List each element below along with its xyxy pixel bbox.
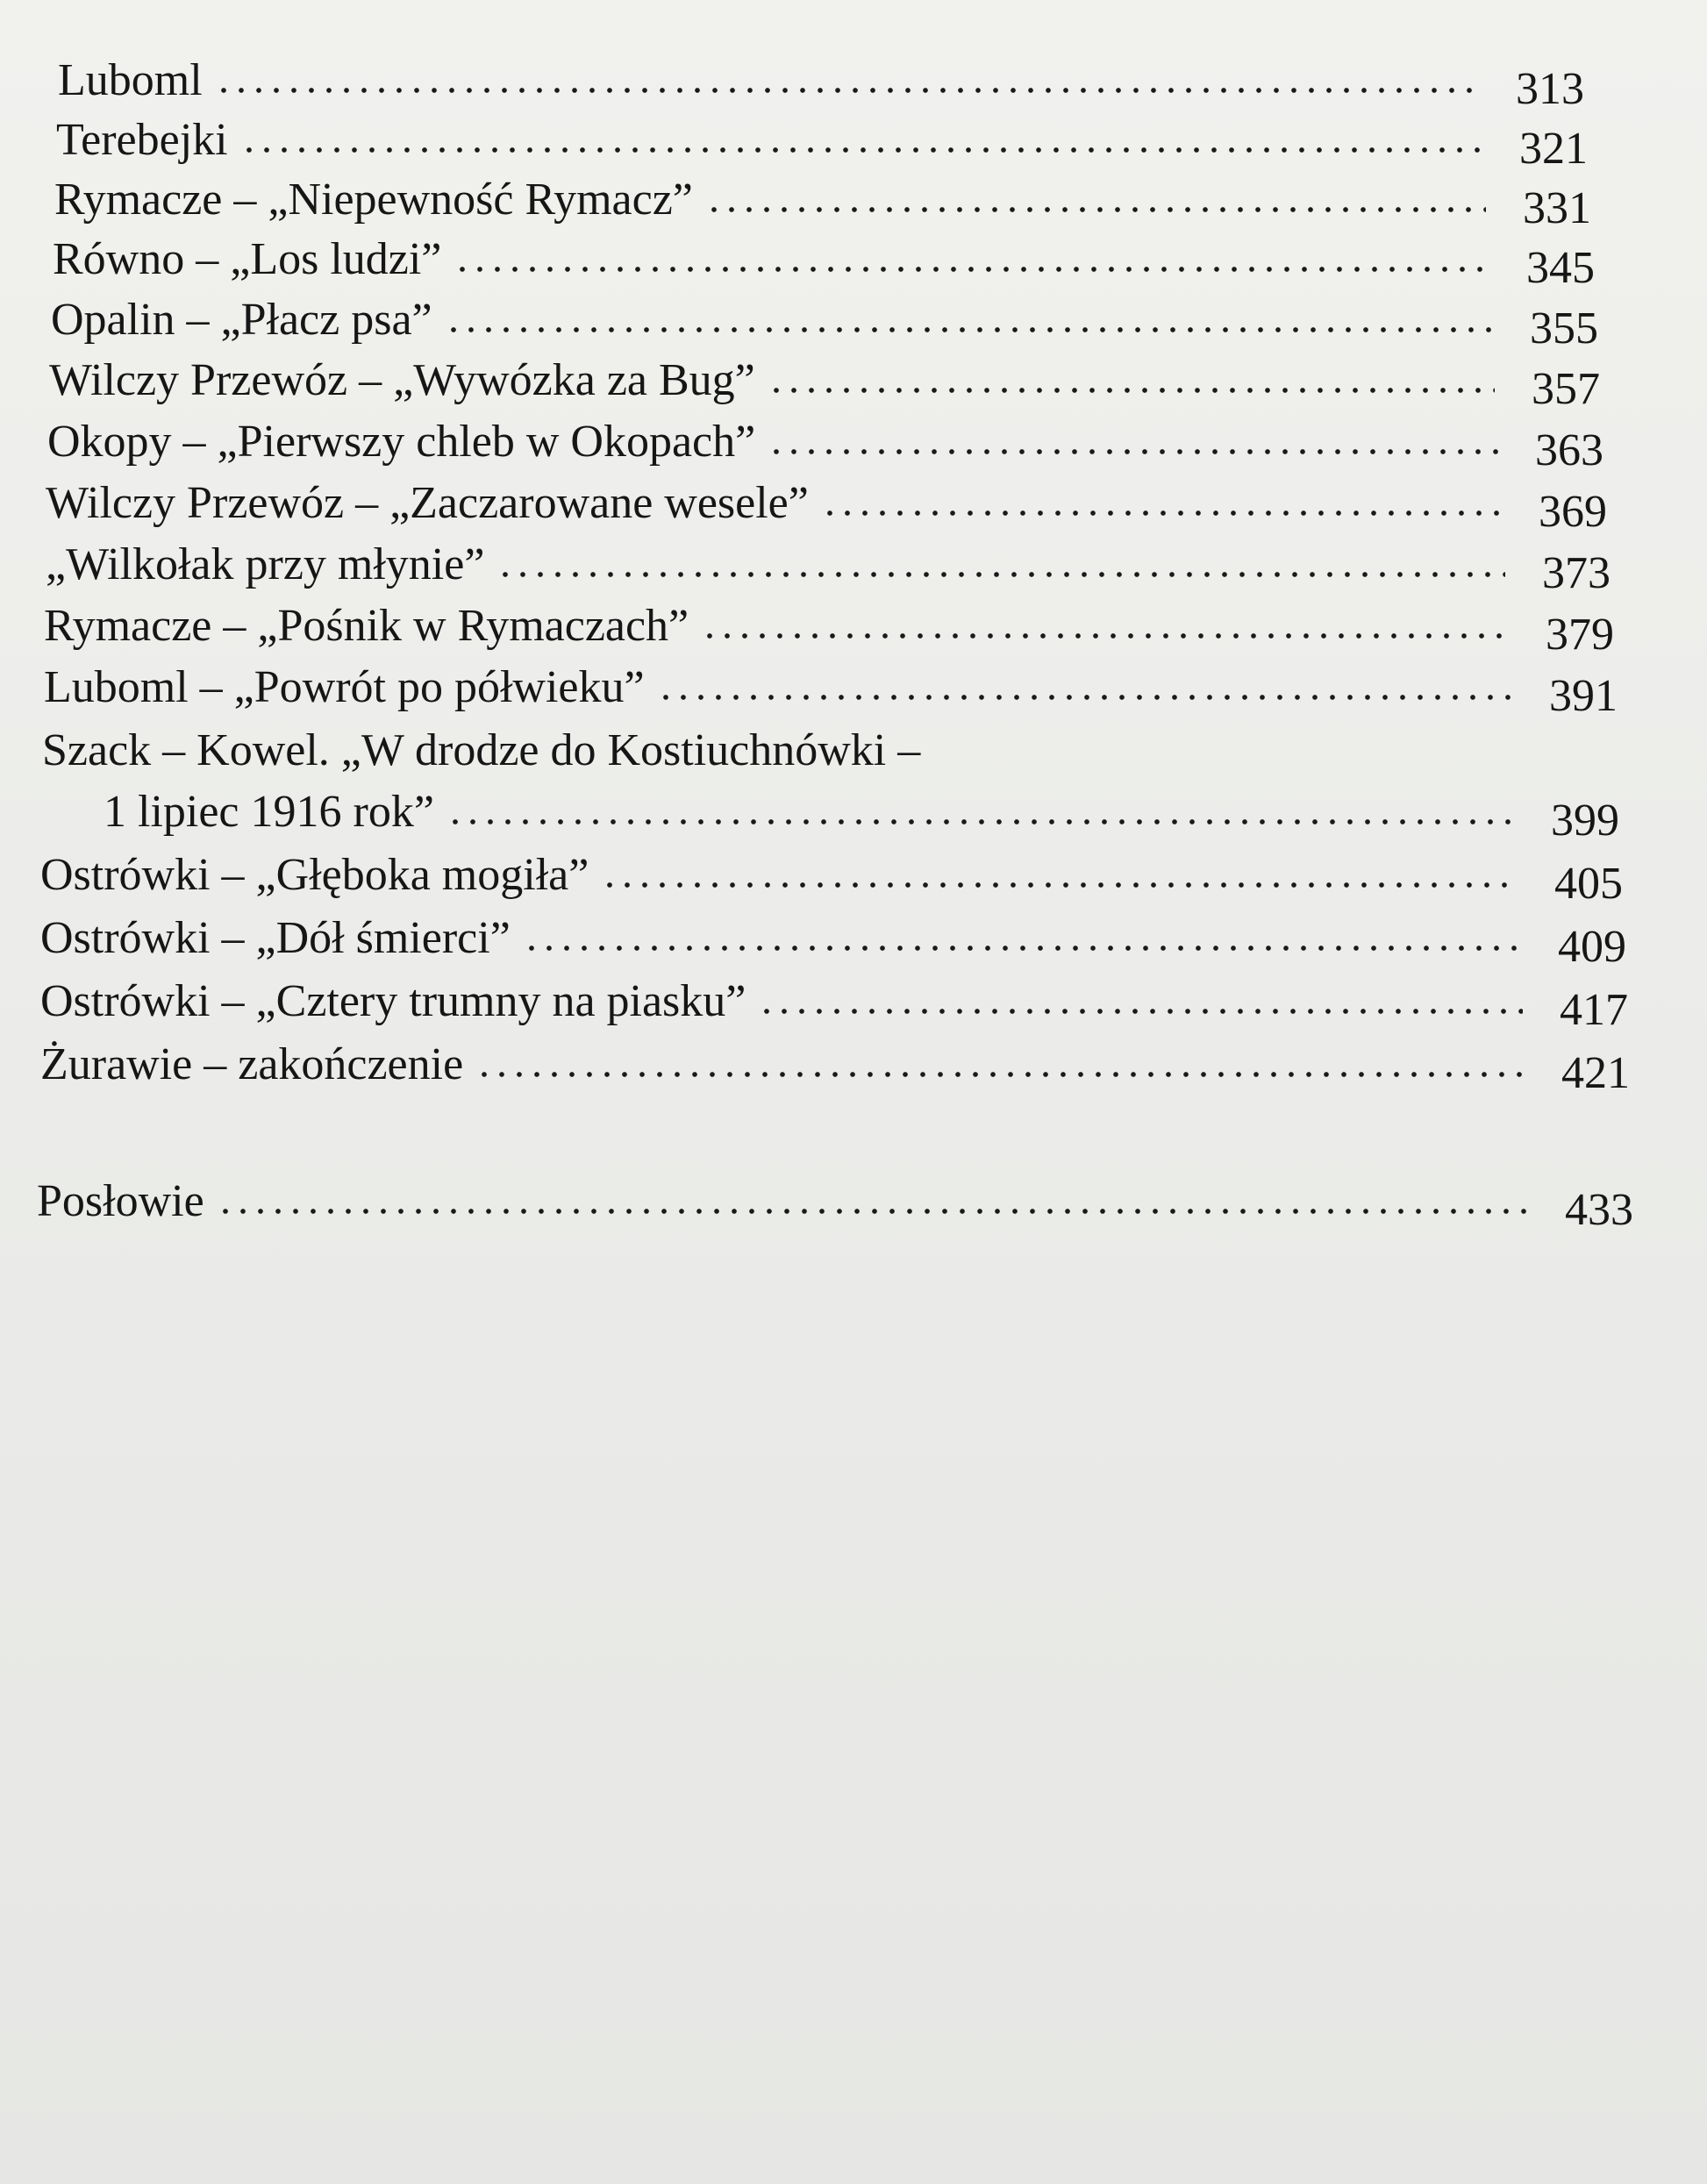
toc-entry xyxy=(44,598,1614,660)
toc-entry-title: Wilczy Przewóz – „Zaczarowane wesele” xyxy=(46,478,809,528)
dot-leader xyxy=(217,1207,1528,1216)
toc-entry xyxy=(49,353,1600,414)
toc-entry-page: 373 xyxy=(1542,548,1611,598)
toc-entry-title: Luboml – „Powrót po półwieku” xyxy=(44,662,645,712)
toc-entry-title: Okopy – „Pierwszy chleb w Okopach” xyxy=(47,417,756,467)
toc-entry-title: Rymacze – „Pośnik w Rymaczach” xyxy=(44,601,689,651)
dot-leader xyxy=(240,146,1482,154)
toc-entry-page: 409 xyxy=(1558,922,1626,972)
toc-entry-title: Luboml xyxy=(58,55,203,105)
dot-leader xyxy=(445,325,1493,334)
toc-entry xyxy=(104,784,1619,846)
toc-entry xyxy=(58,53,1584,114)
dot-leader xyxy=(657,693,1512,702)
toc-entry-title: Wilczy Przewóz – „Wywózka za Bug” xyxy=(49,355,755,405)
toc-entry-title: „Wilkołak przy młynie” xyxy=(46,539,485,589)
dot-leader xyxy=(454,265,1489,274)
toc-entry-page: 405 xyxy=(1554,859,1623,909)
toc-entry xyxy=(46,537,1611,598)
toc-entry-page: 379 xyxy=(1546,610,1614,660)
toc-entry xyxy=(44,660,1618,721)
toc-entry xyxy=(40,910,1626,972)
dot-leader xyxy=(768,386,1495,395)
toc-entry-title: Terebejki xyxy=(56,115,228,165)
dot-leader xyxy=(821,509,1502,517)
toc-entry xyxy=(51,292,1598,353)
toc-entry-title: Posłowie xyxy=(37,1176,204,1226)
dot-leader xyxy=(758,1007,1523,1016)
toc-entry-title: Ostrówki – „Cztery trumny na piasku” xyxy=(40,976,746,1026)
toc-entry-page: 357 xyxy=(1532,364,1600,414)
dot-leader xyxy=(523,944,1521,953)
toc-entry xyxy=(54,172,1591,233)
toc-entry-title: Ostrówki – „Głęboka mogiła” xyxy=(40,850,589,900)
toc-entry-page: 369 xyxy=(1539,487,1607,537)
toc-entry-title-line1: Szack – Kowel. „W drodze do Kostiuchnówki – xyxy=(42,725,921,775)
toc-entry-page: 331 xyxy=(1523,183,1591,233)
dot-leader xyxy=(215,86,1479,95)
toc-entry xyxy=(40,1037,1630,1098)
toc-entry xyxy=(46,475,1607,537)
toc-entry xyxy=(40,847,1623,909)
toc-entry xyxy=(40,974,1628,1035)
toc-entry-title: Rymacze – „Niepewność Rymacz” xyxy=(54,175,693,225)
toc-entry-title: Opalin – „Płacz psa” xyxy=(51,295,432,345)
toc-entry xyxy=(53,232,1595,293)
toc-entry-afterword xyxy=(37,1174,1633,1235)
toc-entry-page: 433 xyxy=(1565,1185,1633,1235)
toc-entry xyxy=(56,112,1588,174)
toc-entry-page: 345 xyxy=(1526,243,1595,293)
dot-leader xyxy=(496,570,1505,579)
toc-entry-page: 399 xyxy=(1551,796,1619,846)
toc-entry-page: 313 xyxy=(1516,64,1584,114)
toc-entry xyxy=(47,414,1603,475)
toc-entry-title: Równo – „Los ludzi” xyxy=(53,234,442,284)
dot-leader xyxy=(768,447,1498,456)
toc-entry-title: Żurawie – zakończenie xyxy=(40,1039,464,1089)
dot-leader xyxy=(705,205,1486,214)
dot-leader xyxy=(701,632,1509,640)
toc-entry-title: 1 lipiec 1916 rok” xyxy=(104,787,434,837)
dot-leader xyxy=(446,817,1514,826)
toc-entry-page: 417 xyxy=(1560,985,1628,1035)
dot-leader xyxy=(475,1070,1525,1079)
toc-entry-page: 363 xyxy=(1535,425,1603,475)
toc-entry-page: 321 xyxy=(1519,124,1588,174)
toc-entry-page: 391 xyxy=(1549,671,1618,721)
dot-leader xyxy=(601,881,1518,889)
toc-entry-page: 421 xyxy=(1561,1048,1630,1098)
toc-entry-title: Ostrówki – „Dół śmierci” xyxy=(40,913,511,963)
toc-entry-page: 355 xyxy=(1530,303,1598,353)
